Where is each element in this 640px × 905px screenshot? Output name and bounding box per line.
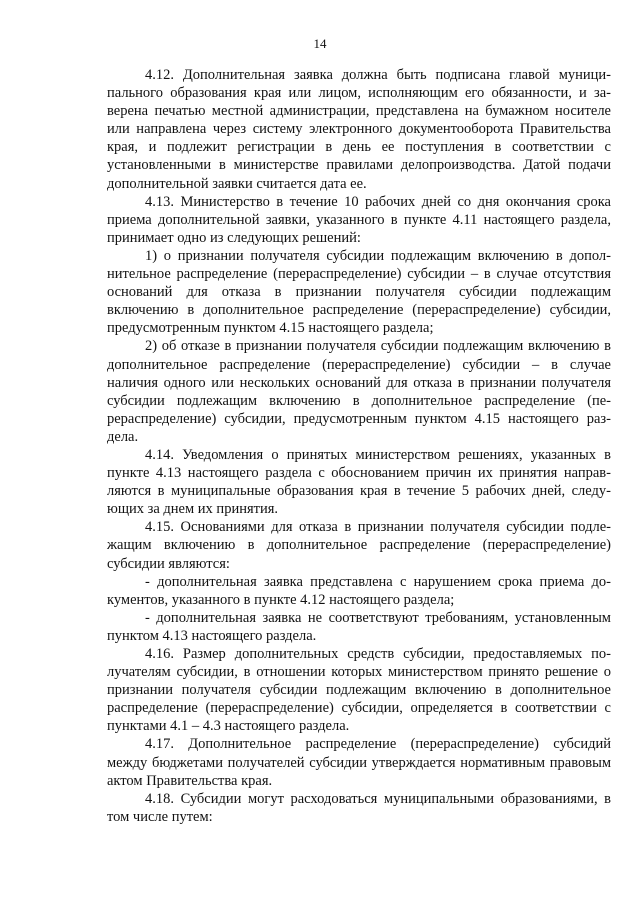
- paragraph-4-14: 4.14. Уведомления о принятых министерством решениях, указанных в пункте 4.13 настоящего раздела с обоснованием причин их принятия направляются в муниципальные образования края в течение 5 рабочих дней, следующих за днем их принятия.: [107, 446, 611, 518]
- paragraph-4-13: 4.13. Министерство в течение 10 рабочих дней со дня окончания срока приема дополнительной заявки, указанного в пункте 4.11 настоящего раздела, принимает одно из следующих решений:: [107, 193, 611, 246]
- document-body: [107, 66, 611, 826]
- paragraph-4-15: 4.15. Основаниями для отказа в признании получателя субсидии подлежащим включению в дополнительное распределение (перераспределение) субсидии являются:: [107, 519, 611, 572]
- paragraph-4-16: 4.16. Размер дополнительных средств субсидии, предоставляемых получателям субсидии, в отношении которых министерством принято решение о признании получателя субсидии подлежащим включению в дополнительное распределение (перераспределение) субсидии, определяется в соответствии с пунктами 4.1 – 4.3 настоящего раздела.: [107, 646, 611, 735]
- paragraph-4-12: 4.12. Дополнительная заявка должна быть подписана главой муниципального образования края или лицом, исполняющим его обязанности, и заверена печатью местной администрации, представлена на бумажном носителе или направлена через систему электронного документооборота Правительства края, и подлежит регистрации в день ее поступления в соответствии с установленными в министерстве правилами делопроизводства. Датой подачи дополнительной заявки считается дата ее.: [107, 67, 611, 192]
- paragraph-4-15-item-1: - дополнительная заявка представлена с нарушением срока приема документов, указанного в пункте 4.12 настоящего раздела;: [107, 573, 611, 608]
- paragraph-4-17: 4.17. Дополнительное распределение (перераспределение) субсидий между бюджетами получателей субсидии утверждается нормативным правовым актом Правительства края.: [107, 736, 611, 789]
- paragraph-4-13-item-2: 2) об отказе в признании получателя субсидии подлежащим включению в дополнительное распределение (перераспределение) субсидии – в случае наличия одного или нескольких оснований для отказа в признании получателя субсидии подлежащим включению в дополнительное распределение (перераспределение) субсидии, предусмотренным пунктом 4.15 настоящего раздела.: [107, 338, 611, 445]
- paragraph-4-15-item-2: - дополнительная заявка не соответствуют требованиям, установленным пунктом 4.13 настоящего раздела.: [107, 609, 611, 644]
- paragraph-4-13-item-1: 1) о признании получателя субсидии подлежащим включению в дополнительное распределение (перераспределение) субсидии – в случае отсутствия оснований для отказа в признании получателя субсидии подлежащим включению в дополнительное распределение (перераспределение) субсидии, предусмотренным пунктом 4.15 настоящего раздела;: [107, 247, 611, 337]
- paragraph-4-18: 4.18. Субсидии могут расходоваться муниципальными образованиями, в том числе путем:: [107, 790, 611, 825]
- page-number: 14: [313, 36, 327, 51]
